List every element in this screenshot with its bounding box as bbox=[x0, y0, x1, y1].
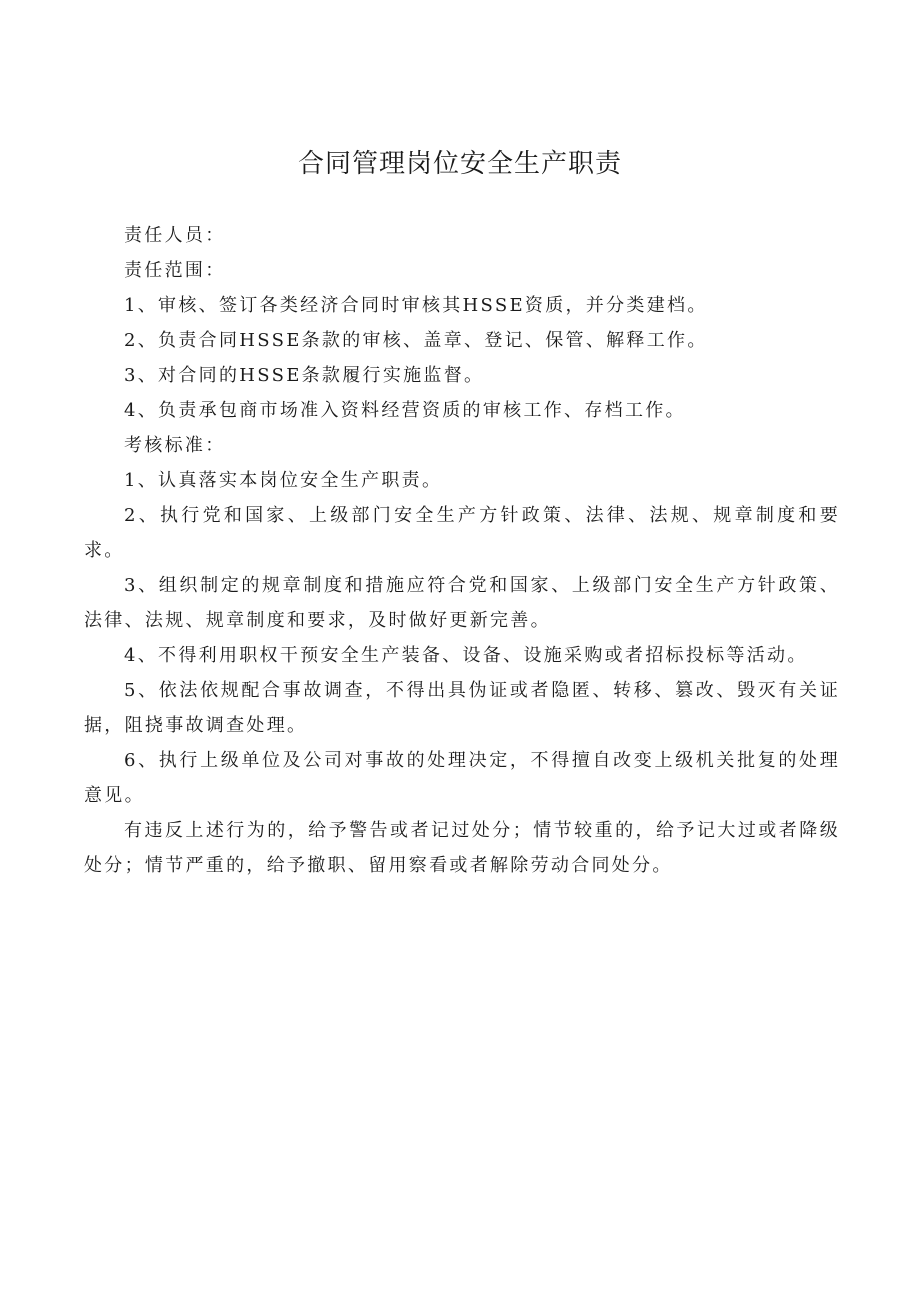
scope-item-2: 2、负责合同HSSE条款的审核、盖章、登记、保管、解释工作。 bbox=[124, 330, 708, 351]
document-body bbox=[84, 218, 840, 883]
penalty-clause: 有违反上述行为的，给予警告或者记过处分；情节较重的，给予记大过或者降级处分；情节严重的，给予撤职、留用察看或者解除劳动合同处分。 bbox=[84, 820, 840, 876]
scope-item-4: 4、负责承包商市场准入资料经营资质的审核工作、存档工作。 bbox=[124, 400, 686, 421]
standard-item-4: 4、不得利用职权干预安全生产装备、设备、设施采购或者招标投标等活动。 bbox=[124, 645, 808, 666]
standard-item-6: 6、执行上级单位及公司对事故的处理决定，不得擅自改变上级机关批复的处理意见。 bbox=[84, 750, 840, 806]
scope-heading: 责任范围： bbox=[124, 260, 226, 281]
scope-item-1: 1、审核、签订各类经济合同时审核其HSSE资质，并分类建档。 bbox=[124, 295, 708, 316]
scope-item-3: 3、对合同的HSSE条款履行实施监督。 bbox=[124, 365, 485, 386]
standard-item-3: 3、组织制定的规章制度和措施应符合党和国家、上级部门安全生产方针政策、法律、法规、规章制度和要求，及时做好更新完善。 bbox=[84, 575, 840, 631]
standards-heading: 考核标准： bbox=[124, 435, 226, 456]
document-title: 合同管理岗位安全生产职责 bbox=[297, 149, 622, 179]
standard-item-5: 5、依法依规配合事故调查，不得出具伪证或者隐匿、转移、篡改、毁灭有关证据，阻挠事故调查处理。 bbox=[84, 680, 840, 736]
responsible-person-label: 责任人员： bbox=[124, 225, 226, 246]
standard-item-2: 2、执行党和国家、上级部门安全生产方针政策、法律、法规、规章制度和要求。 bbox=[84, 505, 840, 561]
standard-item-1: 1、认真落实本岗位安全生产职责。 bbox=[124, 470, 443, 491]
